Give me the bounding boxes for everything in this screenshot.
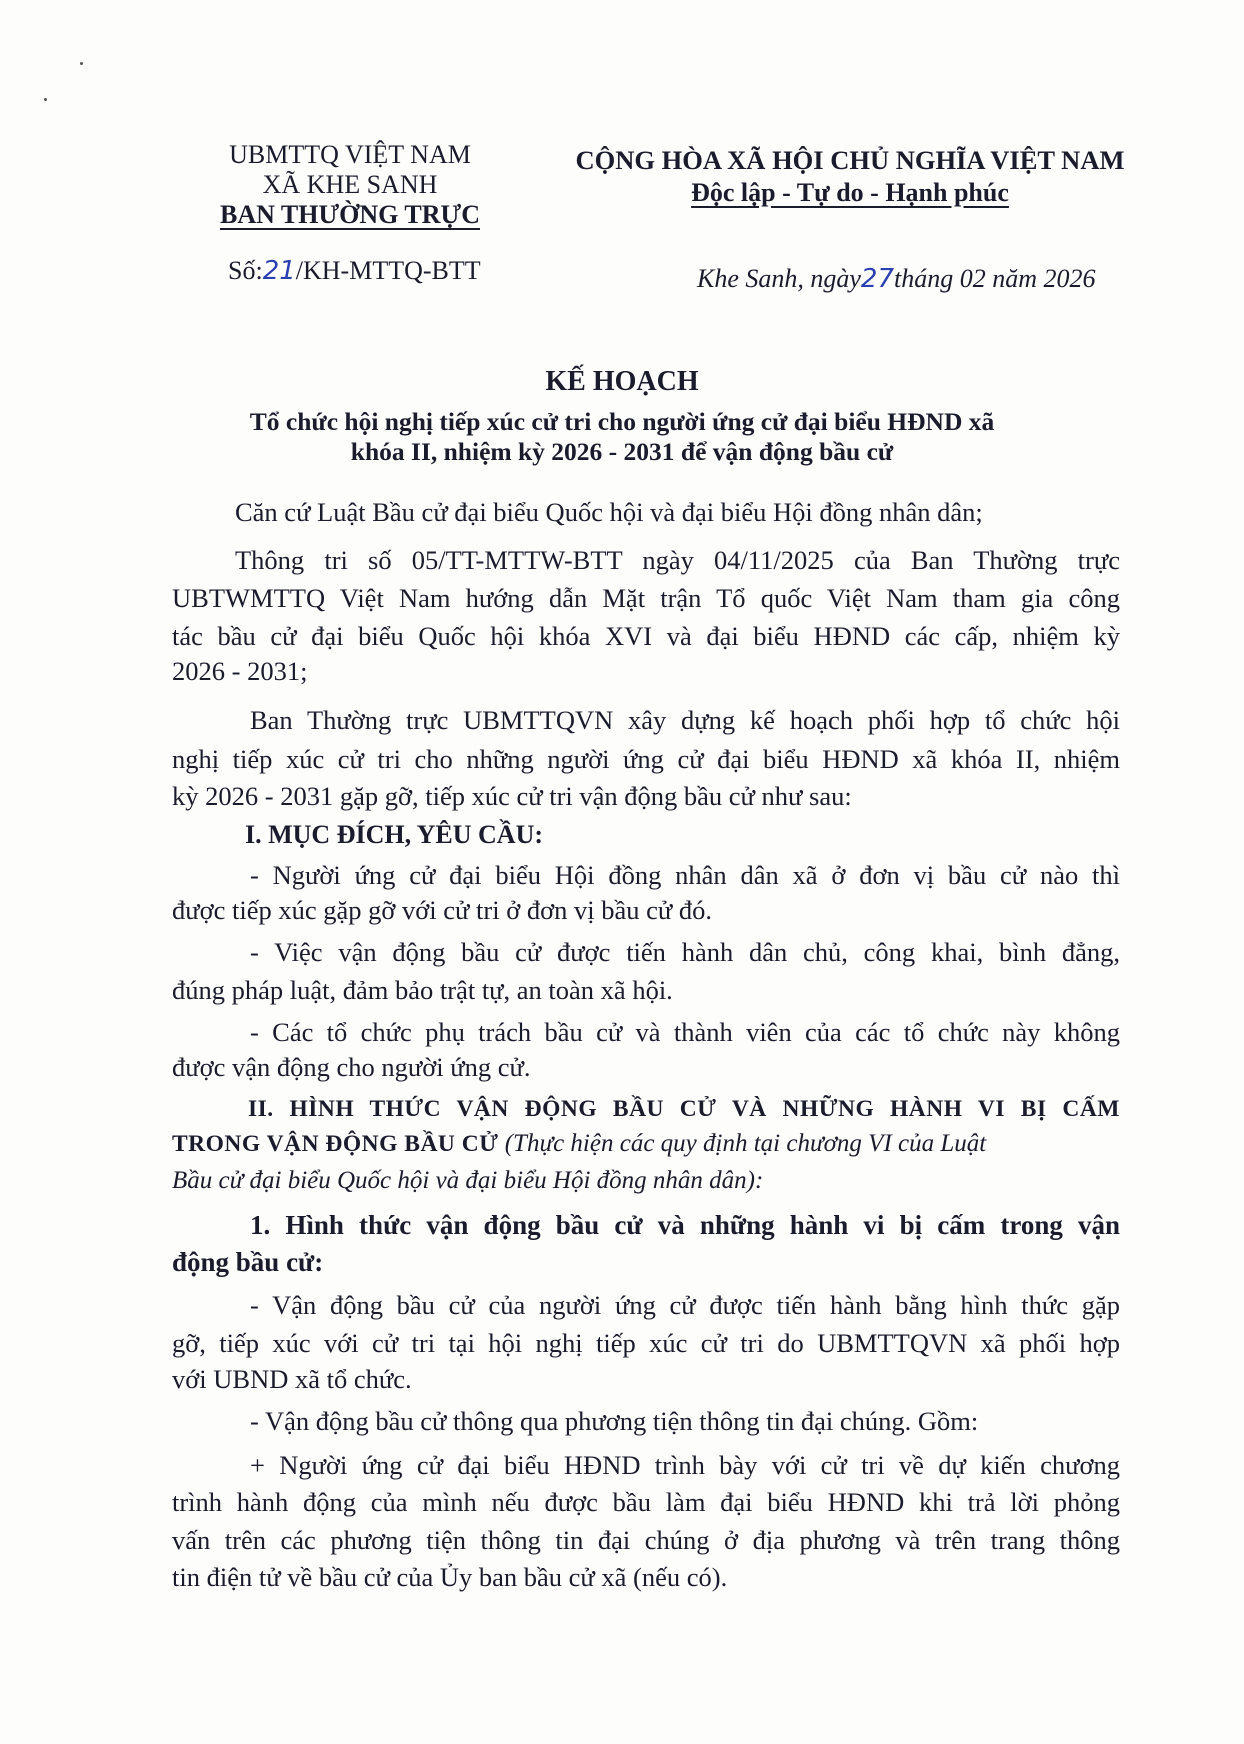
- org-line-3: BAN THƯỜNG TRỰC: [219, 200, 481, 229]
- date-suffix: tháng 02 năm 2026: [894, 264, 1096, 293]
- body-line: trình hành động của mình nếu được bầu làm đại biểu HĐND khi trả lời phỏng: [172, 1487, 1120, 1517]
- body-line: UBTWMTTQ Việt Nam hướng dẫn Mặt trận Tổ quốc Việt Nam tham gia công: [172, 583, 1120, 613]
- number-suffix: /KH-MTTQ-BTT: [295, 256, 481, 285]
- national-title: CỘNG HÒA XÃ HỘI CHỦ NGHĨA VIỆT NAM: [575, 145, 1125, 175]
- document-title: KẾ HOẠCH: [545, 366, 699, 397]
- body-line: - Các tổ chức phụ trách bầu cử và thành viên của các tổ chức này không: [250, 1017, 1120, 1047]
- body-line: vấn trên các phương tiện thông tin đại chúng ở địa phương và trên trang thông: [172, 1525, 1120, 1555]
- document-subtitle-line-2: khóa II, nhiệm kỳ 2026 - 2031 để vận động bầu cử: [350, 437, 894, 466]
- body-line: được vận động cho người ứng cử.: [172, 1052, 531, 1082]
- heading-bold-part: TRONG VẬN ĐỘNG BẦU CỬ: [172, 1131, 499, 1157]
- handwritten-day: 27: [860, 264, 895, 294]
- body-line: - Vận động bầu cử của người ứng cử được tiến hành bằng hình thức gặp: [250, 1290, 1120, 1320]
- body-line: Bầu cử đại biểu Quốc hội và đại biểu Hội đồng nhân dân):: [172, 1167, 764, 1194]
- body-line: với UBND xã tổ chức.: [172, 1364, 412, 1394]
- body-line: được tiếp xúc gặp gỡ với cử tri ở đơn vị bầu cử đó.: [172, 895, 712, 925]
- date-prefix: Khe Sanh, ngày: [697, 264, 861, 293]
- subsection-heading-1: 1. Hình thức vận động bầu cử và những hành vi bị cấm trong vận: [250, 1210, 1120, 1240]
- scan-speck: [80, 62, 83, 65]
- body-line: gỡ, tiếp xúc với cử tri tại hội nghị tiếp xúc cử tri do UBMTTQVN xã phối hợp: [172, 1328, 1120, 1358]
- body-line: + Người ứng cử đại biểu HĐND trình bày với cử tri về dự kiến chương: [250, 1450, 1120, 1480]
- org-line-1: UBMTTQ VIỆT NAM: [229, 140, 471, 169]
- number-prefix: Số:: [228, 256, 263, 285]
- body-line: - Vận động bầu cử thông qua phương tiện thông tin đại chúng. Gồm:: [250, 1406, 979, 1436]
- body-line: đúng pháp luật, đảm bảo trật tự, an toàn xã hội.: [172, 975, 673, 1005]
- body-line: Thông tri số 05/TT-MTTW-BTT ngày 04/11/2025 của Ban Thường trực: [235, 545, 1120, 575]
- section-heading-2-cont: [172, 1130, 986, 1158]
- document-subtitle-line-1: Tổ chức hội nghị tiếp xúc cử tri cho người ứng cử đại biểu HĐND xã: [249, 407, 995, 436]
- body-line: Ban Thường trực UBMTTQVN xây dựng kế hoạch phối hợp tổ chức hội: [250, 705, 1120, 735]
- section-heading-2: II. HÌNH THỨC VẬN ĐỘNG BẦU CỬ VÀ NHỮNG HÀNH VI BỊ CẤM: [248, 1096, 1120, 1122]
- national-motto: Độc lập - Tự do - Hạnh phúc: [691, 178, 1009, 207]
- scan-speck: [44, 98, 47, 101]
- body-line: tin điện tử về bầu cử của Ủy ban bầu cử xã (nếu có).: [172, 1562, 728, 1592]
- body-line: kỳ 2026 - 2031 gặp gỡ, tiếp xúc cử tri vận động bầu cử như sau:: [172, 781, 852, 811]
- place-date: [697, 264, 1096, 294]
- body-line: Căn cứ Luật Bầu cử đại biểu Quốc hội và đại biểu Hội đồng nhân dân;: [235, 497, 983, 527]
- document-number: [228, 256, 481, 286]
- body-line: nghị tiếp xúc cử tri cho những người ứng cử đại biểu HĐND xã khóa II, nhiệm: [172, 744, 1120, 774]
- body-line: tác bầu cử đại biểu Quốc hội khóa XVI và đại biểu HĐND các cấp, nhiệm kỳ: [172, 621, 1120, 651]
- body-line: - Việc vận động bầu cử được tiến hành dân chủ, công khai, bình đẳng,: [250, 937, 1120, 967]
- subsection-heading-1-cont: động bầu cử:: [172, 1247, 324, 1277]
- body-line: 2026 - 2031;: [172, 656, 308, 686]
- handwritten-number: 21: [262, 256, 296, 286]
- section-heading-1: I. MỤC ĐÍCH, YÊU CẦU:: [245, 820, 544, 849]
- heading-italic-part: (Thực hiện các quy định tại chương VI của Luật: [504, 1130, 987, 1157]
- body-line: - Người ứng cử đại biểu Hội đồng nhân dân xã ở đơn vị bầu cử nào thì: [250, 860, 1120, 890]
- org-line-2: XÃ KHE SANH: [262, 170, 438, 199]
